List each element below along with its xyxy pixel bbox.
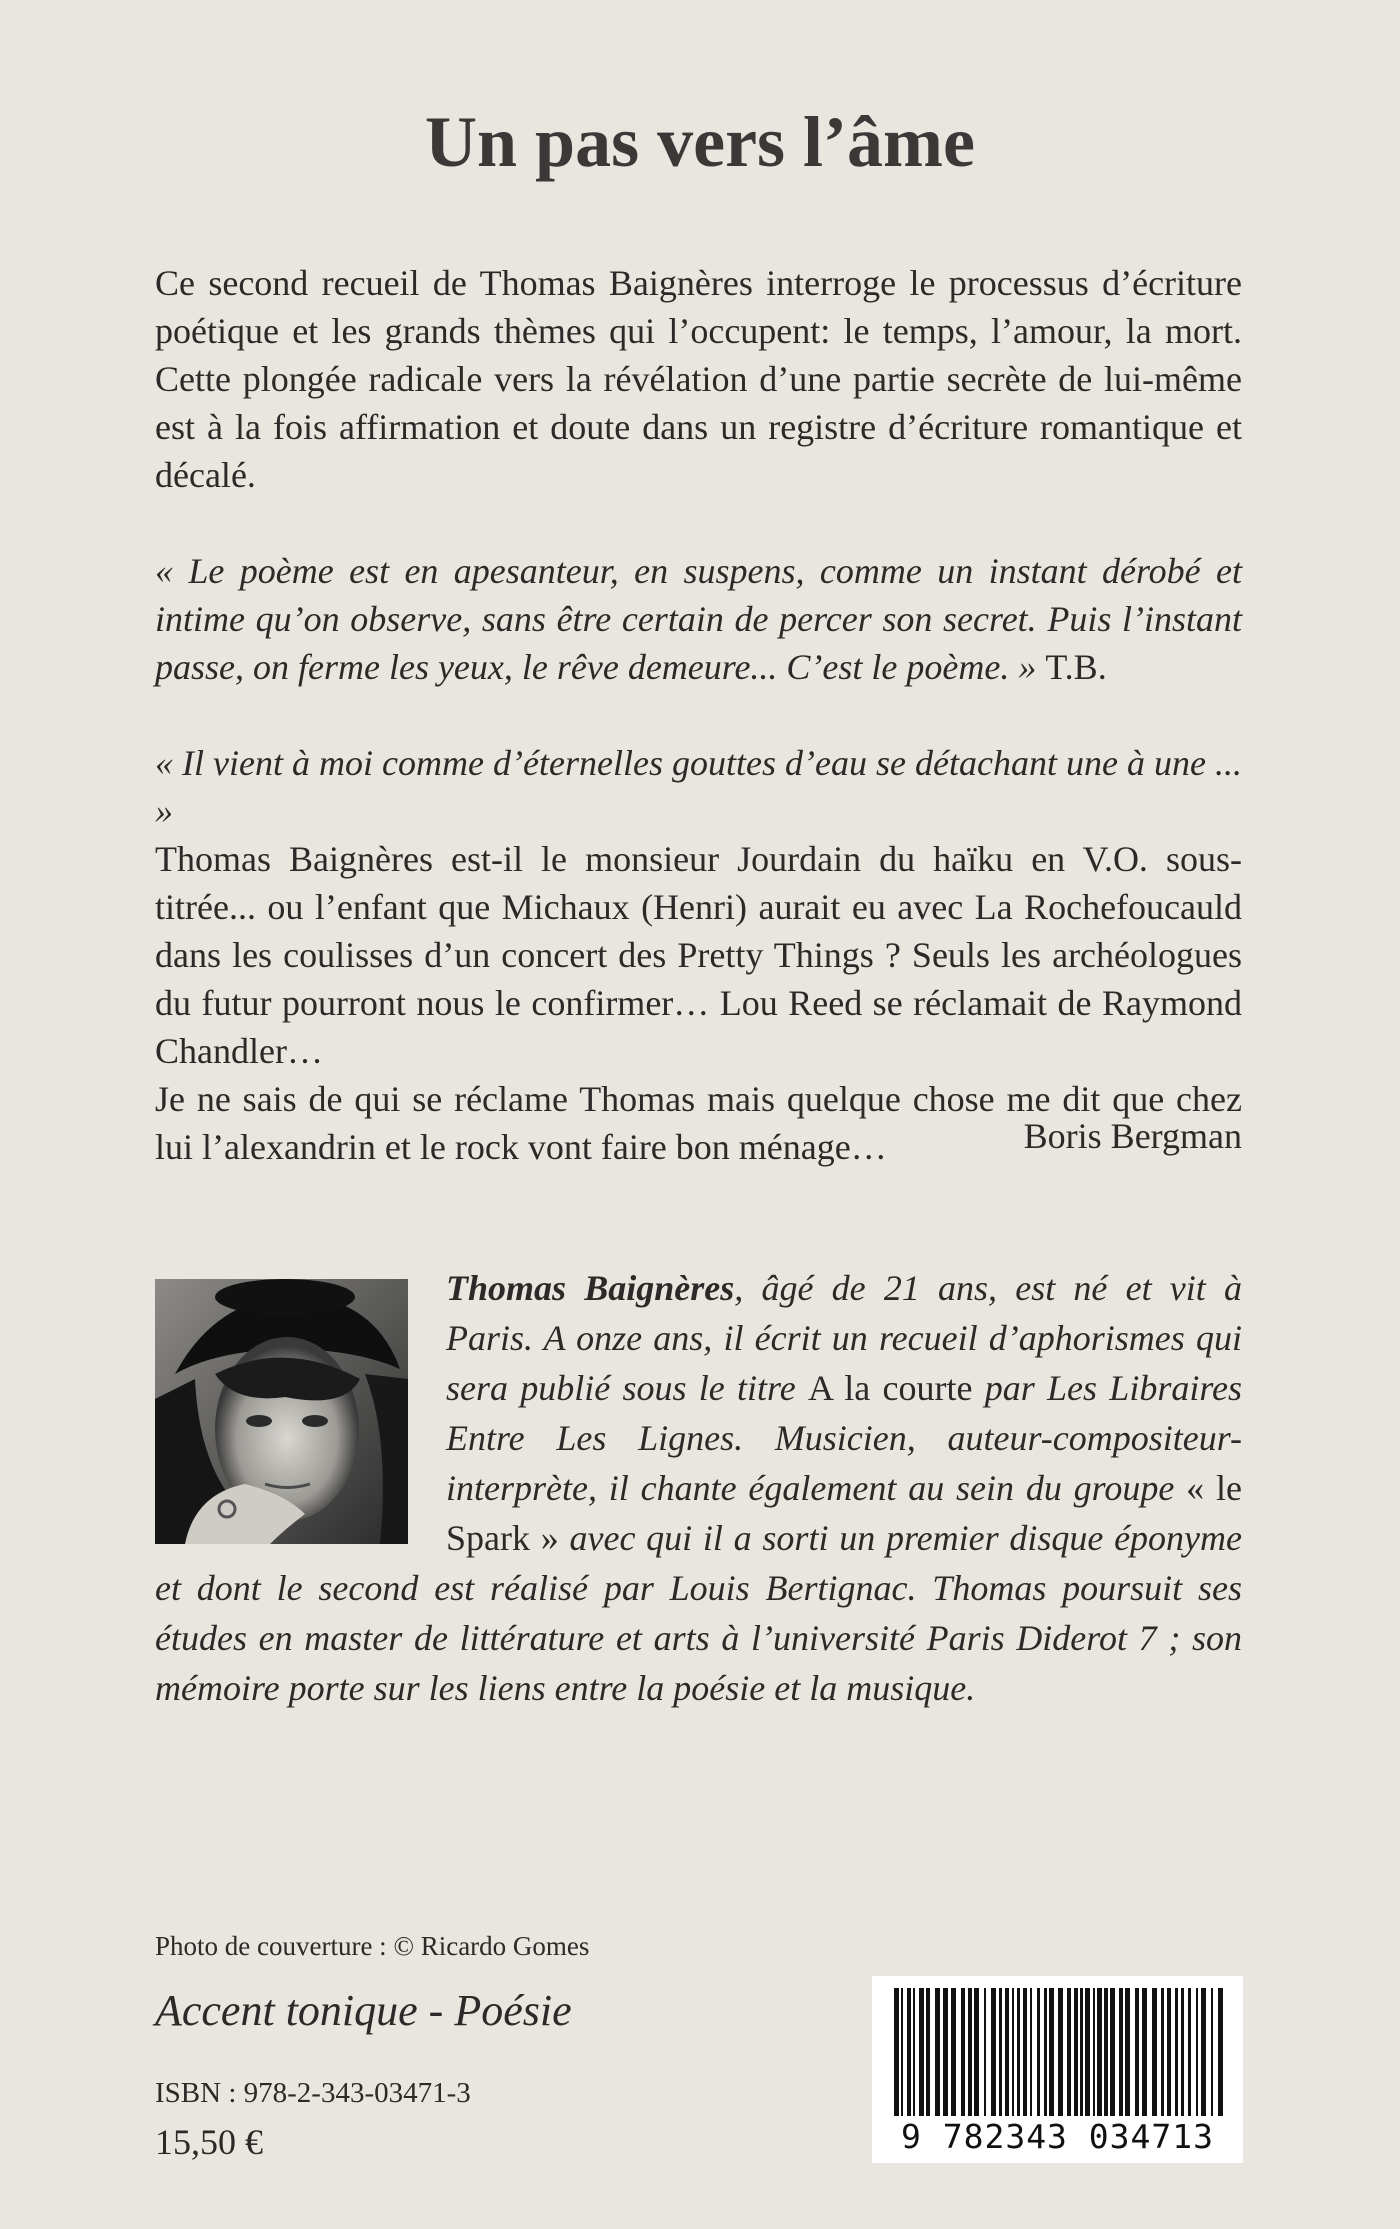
barcode-bar xyxy=(999,1988,1002,2116)
barcode-bar xyxy=(1181,1988,1184,2116)
endorsement-closing: Je ne sais de qui se réclame Thomas mais quelque chose me dit que chez lui l’alexandrin et le rock vont faire bon ménage… xyxy=(155,1079,1242,1167)
isbn: ISBN : 978-2-343-03471-3 xyxy=(155,2077,471,2109)
barcode-bar xyxy=(1093,1988,1095,2116)
barcode-digits: 9 782343 034713 xyxy=(900,2117,1214,2156)
barcode-bar xyxy=(1058,1988,1063,2116)
barcode-bar xyxy=(1161,1988,1164,2116)
barcode-bar xyxy=(1097,1988,1102,2116)
endorsement-author: Boris Bergman xyxy=(1023,1116,1242,1156)
barcode-bar xyxy=(901,1988,903,2116)
barcode-bar xyxy=(1142,1988,1147,2116)
barcode-bar xyxy=(1023,1988,1027,2116)
barcode-bar xyxy=(1049,1988,1054,2116)
barcode-bar xyxy=(943,1988,948,2116)
barcode-bar xyxy=(1104,1988,1108,2116)
barcode-bar xyxy=(926,1988,930,2116)
endorsement-opening-quote: « Il vient à moi comme d’éternelles gouttes d’eau se détachant une à une ... » xyxy=(155,743,1242,831)
barcode-bar xyxy=(907,1988,911,2116)
barcode-bar xyxy=(991,1988,996,2116)
endorsement-paragraph xyxy=(155,739,1242,1171)
barcode-bar xyxy=(984,1988,986,2116)
barcode-bar xyxy=(1017,1988,1020,2116)
barcode-bar xyxy=(1167,1988,1171,2116)
barcode-bar xyxy=(961,1988,965,2116)
barcode-bar xyxy=(1125,1988,1130,2116)
barcode-bar xyxy=(935,1988,940,2116)
barcode-bar xyxy=(1188,1988,1191,2116)
barcode-bar xyxy=(1175,1988,1178,2116)
barcode-bar xyxy=(894,1988,899,2116)
author-quote-text: « Le poème est en apesanteur, en suspens, comme un instant dérobé et intime qu’on observe, sans être certain de percer son secret. Puis l’instant passe, on ferme les yeux, le rêve demeure... C’est le poème. » xyxy=(155,551,1242,687)
barcode-bar xyxy=(1135,1988,1139,2116)
barcode-bar xyxy=(1218,1988,1223,2116)
barcode-bar xyxy=(1201,1988,1206,2116)
barcode-bar xyxy=(913,1988,915,2116)
summary-paragraph: Ce second recueil de Thomas Baignères interroge le processus d’écriture poétique et les grands thèmes qui l’occupent: le temps, l’amour, la mort. Cette plongée radicale vers la révélation d’une partie secrète de lui-même est à la fois affirmation et doute dans un registre d’écriture romantique et décalé. xyxy=(155,263,1242,495)
author-quote-signature: T.B. xyxy=(1045,647,1107,687)
photo-credit: Photo de couverture : © Ricardo Gomes xyxy=(155,1931,590,1961)
bio-book-title: A la courte xyxy=(807,1368,973,1408)
barcode-bar xyxy=(1080,1988,1083,2116)
barcode-bar xyxy=(1119,1988,1123,2116)
book-title: Un pas vers l’âme xyxy=(425,102,975,182)
author-quote xyxy=(155,547,1242,691)
barcode-bar xyxy=(1012,1988,1014,2116)
barcode-bar xyxy=(951,1988,956,2116)
barcode-bar xyxy=(1152,1988,1157,2116)
barcode-bar xyxy=(1211,1988,1213,2116)
bio-part-2: par Les Libraires Entre Les Lignes. Musicien, auteur-compositeur-interprète, il chante également au sein du groupe xyxy=(446,1368,1242,1508)
series-name: Accent tonique - Poésie xyxy=(155,1986,572,2035)
barcode-bar xyxy=(974,1988,979,2116)
price: 15,50 € xyxy=(155,2122,263,2162)
barcode-bar xyxy=(1030,1988,1032,2116)
author-bio xyxy=(155,1263,1242,1713)
barcode-bar xyxy=(1037,1988,1040,2116)
barcode-bar xyxy=(1110,1988,1115,2116)
barcode-bar xyxy=(919,1988,924,2116)
barcode-bar xyxy=(1005,1988,1009,2116)
bio-part-3: avec qui il a sorti un premier disque éponyme et dont le second est réalisé par Louis Bertignac. Thomas poursuit ses études en master de littérature et arts à l’université Paris Diderot 7 ; son mémoire porte sur les liens entre la poésie et la musique. xyxy=(155,1518,1243,1708)
bio-band-name: « le Spark » xyxy=(446,1468,1242,1558)
barcode-bar xyxy=(1196,1988,1198,2116)
barcode-bar xyxy=(1085,1988,1090,2116)
barcode-bar xyxy=(1074,1988,1078,2116)
barcode-bars xyxy=(872,1976,1243,2121)
bio-author-name: Thomas Baignères xyxy=(446,1268,735,1308)
barcode-bar xyxy=(1067,1988,1071,2116)
endorsement-body: Thomas Baignères est-il le monsieur Jourdain du haïku en V.O. sous-titrée... ou l’enfant que Michaux (Henri) aurait eu avec La Rochefoucauld dans les coulisses d’un concert des Pretty Things ? Seuls les archéologues du futur pourront nous le confirmer… Lou Reed se réclamait de Raymond Chandler… xyxy=(155,839,1242,1071)
barcode-bar xyxy=(1044,1988,1047,2116)
barcode xyxy=(872,1976,1243,2163)
bio-part-1: , âgé de 21 ans, est né et vit à Paris. A onze ans, il écrit un recueil d’aphorismes qui sera publié sous le titre xyxy=(446,1268,1242,1408)
barcode-bar xyxy=(968,1988,972,2116)
